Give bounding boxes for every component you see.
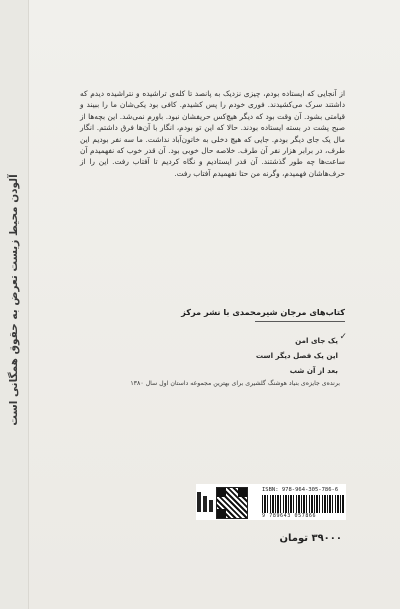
publisher-logo-icon [197,490,213,514]
excerpt-paragraph: از آنجایی که ایستاده بودم، چیزی نزدیک به پانصد تا کله‌ی تراشیده و نتراشیده دیدم که داشتند سرک می‌کشیدند. فوری خودم را پس کشیدم. کافی بود یکی‌شان ما را ببیند و قیامتی بشود. آن وقت بود که دیگر هیچ‌کس حریفشان نبود. باورم نمی‌شد. این بچه‌ها از صبح پشت در بسته ایستاده بودند. حالا که این تو بودم، انگار با آن‌ها فرق داشتم. انگار مال یک جای دیگر بودم. جایی که هیچ دخلی به خاتون‌آباد نداشت. ما سه نفر بودیم این طرف، در برابر هزار نفر آن طرف. خلاصه حال خوبی بود. آن قدر خوب که نفهمیدم آن ساعت‌ها چه طور گذشتند. آن قدر ایستادیم و نگاه کردیم تا آفتاب رفت. این را از حرف‌هاشان فهمیدم، وگرنه من حتا نفهمیدم آفتاب رفت. [80,89,345,178]
book-list [150,332,347,378]
price-label: ۳۹۰۰۰ تومان [279,533,342,544]
list-item [150,348,338,363]
list-item [150,332,347,348]
qr-code-icon [216,487,248,519]
side-strip [0,0,29,609]
isbn-text: ISBN: 978-964-305-786-6 [262,487,339,493]
award-note: برنده‌ی جایزه‌ی بنیاد هوشنگ گلشیری برای بهترین مجموعه داستان اول سال ۱۳۸۰ [130,380,340,387]
list-item [150,363,338,378]
barcode-icon [262,495,344,513]
author-books-heading: کتاب‌های مرجان شیرمحمدی با نشر مرکز [181,307,345,317]
heading-underline [255,321,345,322]
book-title: این یک فصل دیگر است [255,351,338,360]
environment-notice: آلودن محیط زیست تعرض به حقوق همگانی است [8,174,20,426]
checkmark-icon: ✓ [339,332,347,342]
book-title: بعد از آن شب [289,366,338,375]
book-title: یک جای امن [295,336,338,345]
barcode-digits: 9 789643 057866 [262,513,317,519]
